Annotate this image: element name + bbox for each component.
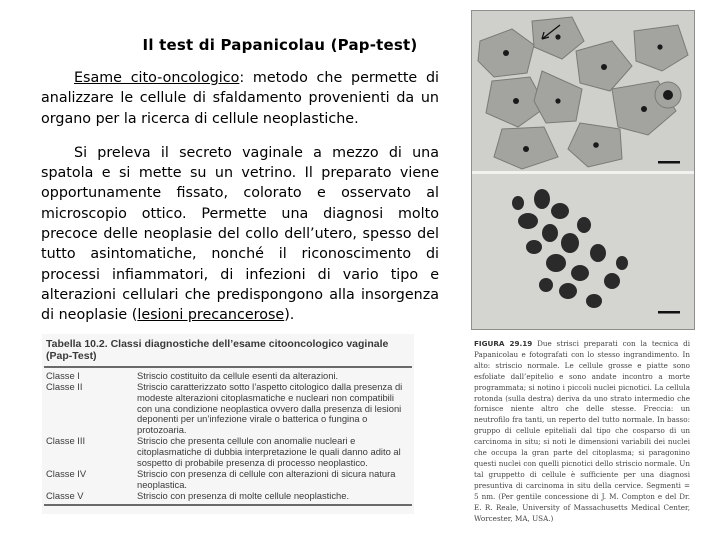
- table-title-line2: (Pap-Test): [46, 350, 97, 362]
- micrograph-figure: [471, 10, 695, 330]
- class-name: Classe V: [46, 490, 84, 501]
- page-title: Il test di Papanicolau (Pap-test): [142, 36, 418, 54]
- class-description: Striscio costituito da cellule esenti da alterazioni.: [137, 370, 339, 381]
- class-description: Striscio caratterizzato sotto l’aspetto citologico dalla presenza di modeste alterazioni citoplasmatiche e nucleari non compatibili con una condizione neoplastica ovvero dalla presenza di lesioni deponenti per un’infezione virale o batterica o fungina o protozoaria.: [137, 381, 403, 436]
- table-rule-bottom: [44, 504, 412, 506]
- class-description: Striscio che presenta cellule con anomalie nucleari e citoplasmatiche di dubbia interpretazione le quali danno adito al sospetto di probabile presenza di processo neoplastico.: [137, 435, 401, 468]
- table-title: [46, 338, 388, 362]
- lesioni-precancerose-link[interactable]: lesioni precancerose: [137, 307, 285, 324]
- body-text: [41, 68, 439, 340]
- caption-text: Due strisci preparati con la tecnica di Papanicolau e fotografati con lo stesso ingrandimento. In alto: striscio normale. Le cellule grosse e piatte sono esfoliate dall’epitelio e sono andate incontro a morte programmata; si notino i piccoli nuclei picnotici. La cellula rotonda (sulla destra) deriva da uno strato intermedio che fornisce niente altro che delle stesse. Freccia: un neutrofilo fra tanti, un reperto del tutto normale. In basso: gruppo di cellule epiteliali dal tipo che cosparso di un carcinoma in situ; si noti le dimensioni variabili dei nuclei che occupa la gran parte del citoplasma; si paragonino questi nuclei con quelli picnotici dello striscio normale. Un tal gruppetto di cellule è sufficiente per una diagnosi presuntiva di carcinoma in situ della cervice. Segmenti = 5 nm. (Per gentile concessione di J. M. Compton e del Dr. E. R. Reale, University of Massachusetts Medical Center, Worcester, MA, USA.): [474, 339, 690, 523]
- caption-label: FIGURA 29.19: [474, 339, 533, 348]
- table-title-line1: Tabella 10.2. Classi diagnostiche dell’esame citooncologico vaginale: [46, 338, 389, 350]
- class-name: Classe IV: [46, 468, 87, 479]
- class-name: Classe II: [46, 381, 83, 392]
- term-esame-cito-oncologico: Esame cito-oncologico: [74, 70, 240, 86]
- procedure-end: ).: [284, 307, 295, 324]
- class-name: Classe III: [46, 435, 86, 446]
- table-rule-top: [44, 366, 412, 368]
- figure-caption: [474, 339, 690, 524]
- class-name: Classe I: [46, 370, 80, 381]
- paragraph-definition: [41, 68, 439, 129]
- procedure-text: Si preleva il secreto vaginale a mezzo di una spatola e si mette su un vetrino. Il preparato viene opportunamente fissato, colorato e osservato al microscopio ottico. Permette una diagnosi molto precoce delle neoplasie del collo dell’utero, spesso del tutto asintomatiche, nonché il riconoscimento di processi infiammatori, di infezioni di vario tipo e alterazioni cellulari che predispongono alla insorgenza di neoplasie (: [41, 144, 439, 324]
- micrograph-image: [472, 11, 694, 329]
- classification-table: [42, 334, 414, 514]
- definition-text: : metodo che permette di analizzare le cellule di sfaldamento provenienti da un organo per la ricerca di cellule neoplastiche.: [41, 70, 439, 127]
- class-description: Striscio con presenza di cellule con alterazioni di sicura natura neoplastica.: [137, 468, 396, 490]
- scale-bar-bottom: [658, 311, 680, 314]
- paragraph-procedure: [41, 143, 439, 326]
- class-description: Striscio con presenza di molte cellule neoplastiche.: [137, 490, 350, 501]
- scale-bar-top: [658, 161, 680, 164]
- figure-divider: [472, 171, 694, 174]
